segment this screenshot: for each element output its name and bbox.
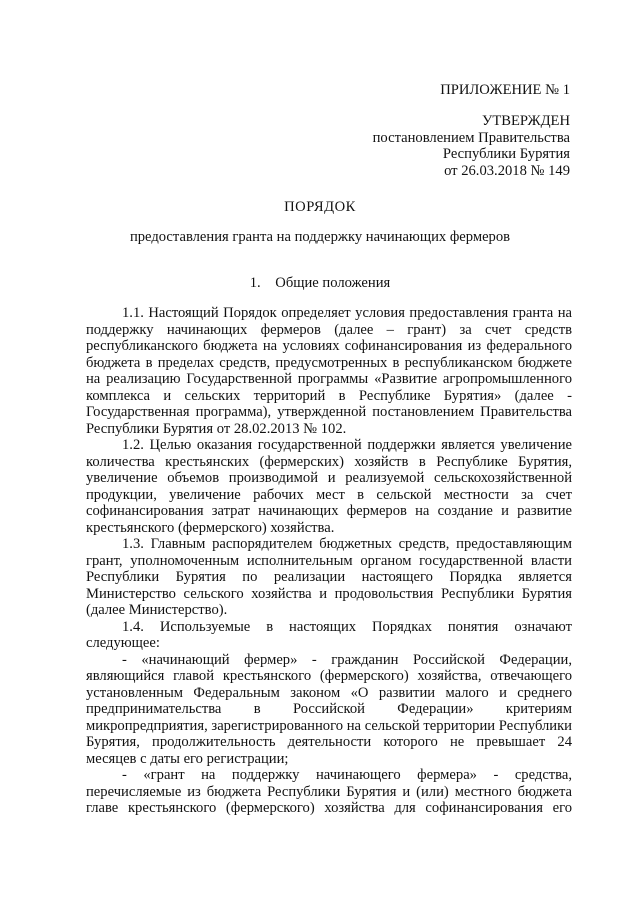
document-title: ПОРЯДОК (284, 199, 356, 215)
approval-block (373, 113, 570, 179)
approved-by-line-1: постановлением Правительства (372, 129, 570, 146)
approved-date: от 26.03.2018 № 149 (444, 162, 570, 179)
approved-by-line-2: Республики Бурятия (442, 146, 570, 162)
document-subtitle: предоставления гранта на поддержку начинающих фермеров (129, 229, 511, 245)
section-heading: 1. Общие положения (249, 275, 391, 291)
appendix-label: ПРИЛОЖЕНИЕ № 1 (440, 82, 570, 98)
paragraph-1-2: 1.2. Целью оказания государственной поддержки является увеличение количества крестьянских (фермерских) хозяйств в Республике Бурятия, увеличение объемов производимой и реализуемой сельскохозяйственной продукции, увеличение рабочих мест в сельской местности за счет софинансирования затрат начинающих фермеров на создание и развитие крестьянского (фермерского) хозяйства. (86, 437, 572, 536)
definition-beginning-farmer: - «начинающий фермер» - гражданин Российской Федерации, являющийся главой крестьянского (фермерского) хозяйства, отвечающего установленным Федеральным законом «О развитии малого и среднего предпринимательства в Российской Федерации» критериям микропредприятия, зарегистрированного на сельской территории Республики Бурятия, продолжительность деятельности которого не превышает 24 месяцев с даты его регистрации; (86, 651, 572, 767)
definition-grant: - «грант на поддержку начинающего фермера» - средства, перечисляемые из бюджета Республики Бурятия и (или) местного бюджета главе крестьянского (фермерского) хозяйства для софинансирования его (86, 767, 572, 816)
document-body (86, 305, 572, 817)
paragraph-1-4: 1.4. Используемые в настоящих Порядках понятия означают следующее: (86, 618, 572, 651)
paragraph-1-3: 1.3. Главным распорядителем бюджетных средств, предоставляющим грант, уполномоченным исполнительным органом государственной власти Республики Бурятия по реализации настоящего Порядка является Министерство сельского хозяйства и продовольствия Республики Бурятия (далее Министерство). (86, 536, 572, 618)
approved-label: УТВЕРЖДЕН (482, 113, 570, 129)
paragraph-1-1: 1.1. Настоящий Порядок определяет условия предоставления гранта на поддержку начинающих фермеров (далее – грант) за счет средств республиканского бюджета на условиях софинансирования из федерального бюджета в пределах средств, предусмотренных в республиканском бюджете на реализацию Государственной программы «Развитие агропромышленного комплекса и сельских территорий в Республике Бурятия» (далее - Государственная программа), утвержденной постановлением Правительства Республики Бурятия от 28.02.2013 № 102. (86, 305, 572, 437)
